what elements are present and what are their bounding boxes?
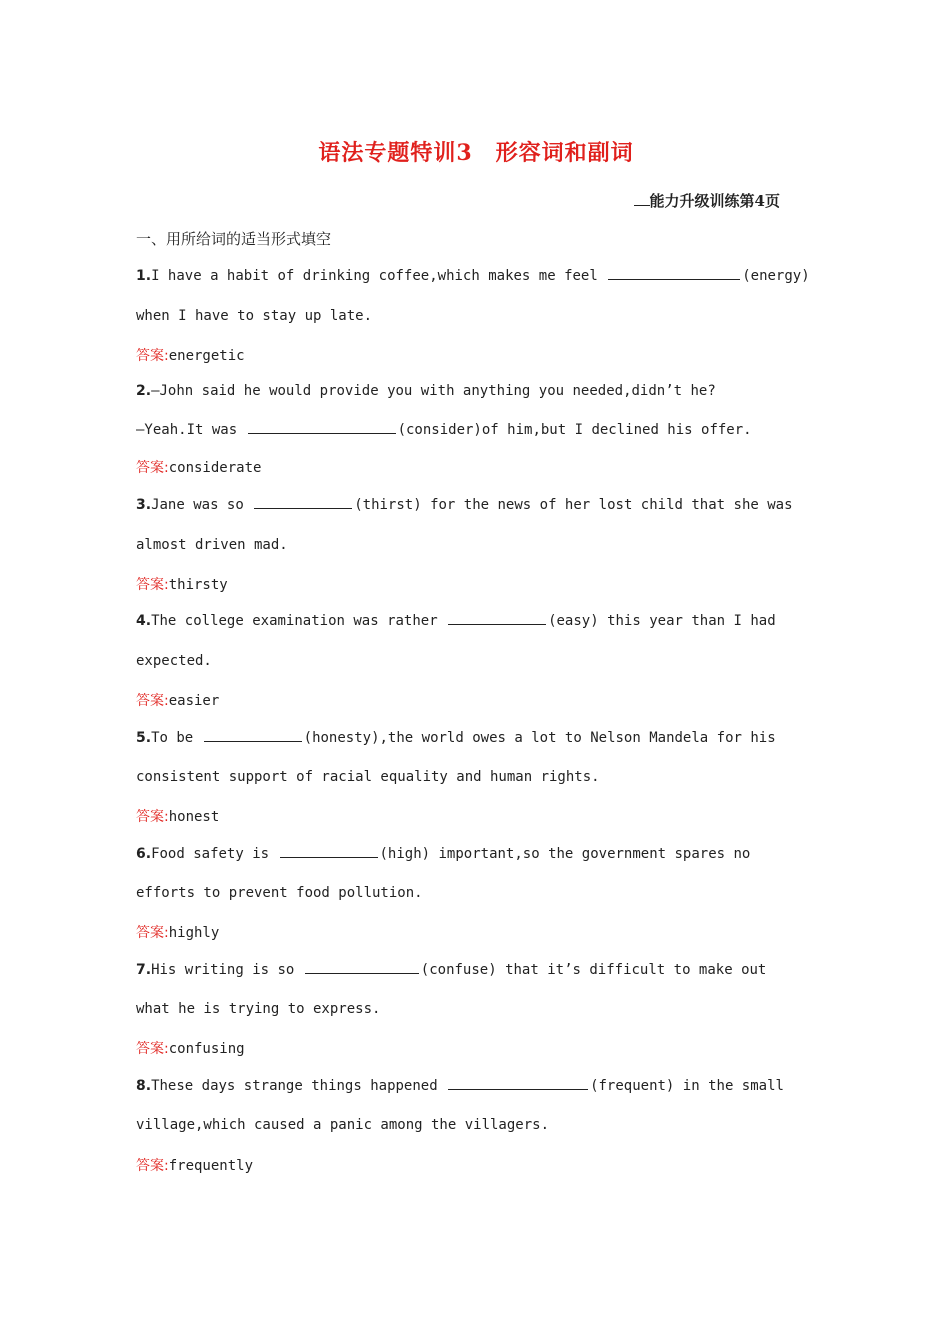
answer-text: highly <box>168 925 220 941</box>
answer-label: 答案: <box>136 577 169 593</box>
question-text: Jane was so <box>151 497 253 513</box>
answer-blank[interactable] <box>305 960 419 974</box>
page-subtitle <box>634 190 780 211</box>
answer-text: frequently <box>168 1158 254 1174</box>
answer-label: 答案: <box>136 809 169 825</box>
question-text: —John said he would provide you with anything you needed,didn’t he? <box>151 383 716 399</box>
question-number: 3. <box>136 497 152 513</box>
question-text: The college examination was rather <box>151 613 447 629</box>
question-8-line-2: village,which caused a panic among the villagers. <box>136 1117 550 1133</box>
question-text: (easy) this year than I had <box>548 613 776 629</box>
answer-text: thirsty <box>168 577 228 593</box>
question-5-line-2: consistent support of racial equality and human rights. <box>136 769 600 785</box>
question-number: 4. <box>136 613 152 629</box>
answer-label: 答案: <box>136 1041 169 1057</box>
question-text: Food safety is <box>151 846 278 862</box>
answer-label: 答案: <box>136 348 169 364</box>
question-2-line-1 <box>136 383 716 399</box>
question-text: (thirst) for the news of her lost child that she was <box>354 497 793 513</box>
answer-6 <box>136 922 219 942</box>
question-7-line-1 <box>136 960 766 978</box>
answer-text: easier <box>168 693 220 709</box>
subtitle-underline <box>634 191 650 206</box>
answer-label: 答案: <box>136 460 169 476</box>
answer-text: considerate <box>168 460 262 476</box>
answer-blank[interactable] <box>248 420 396 434</box>
question-1-line-1 <box>136 266 810 284</box>
answer-label: 答案: <box>136 925 169 941</box>
answer-text: confusing <box>168 1041 245 1057</box>
question-3-line-1 <box>136 495 793 513</box>
answer-blank[interactable] <box>448 611 546 625</box>
question-text: His writing is so <box>151 962 303 978</box>
answer-3 <box>136 574 228 594</box>
question-text: (high) important,so the government spares no <box>379 846 751 862</box>
question-number: 8. <box>136 1078 152 1094</box>
answer-7 <box>136 1038 245 1058</box>
question-3-line-2: almost driven mad. <box>136 537 288 553</box>
question-2-line-2 <box>136 420 752 438</box>
question-number: 6. <box>136 846 152 862</box>
question-6-line-2: efforts to prevent food pollution. <box>136 885 423 901</box>
subtitle-text: 能力升级训练第4页 <box>649 192 780 210</box>
answer-2 <box>136 457 261 477</box>
question-text: (confuse) that it’s difficult to make out <box>420 962 767 978</box>
answer-blank[interactable] <box>608 266 740 280</box>
question-text: (honesty),the world owes a lot to Nelson Mandela for his <box>303 730 776 746</box>
answer-blank[interactable] <box>448 1076 588 1090</box>
question-1-line-2: when I have to stay up late. <box>136 308 373 324</box>
section-heading: 一、用所给词的适当形式填空 <box>136 230 332 248</box>
question-text: —Yeah.It was <box>136 422 246 438</box>
answer-label: 答案: <box>136 693 169 709</box>
question-text: I have a habit of drinking coffee,which makes me feel <box>151 268 607 284</box>
answer-blank[interactable] <box>204 728 302 742</box>
answer-blank[interactable] <box>280 844 378 858</box>
question-number: 1. <box>136 268 152 284</box>
answer-5 <box>136 806 219 826</box>
answer-label: 答案: <box>136 1158 169 1174</box>
question-5-line-1 <box>136 728 776 746</box>
question-text: (consider)of him,but I declined his offer. <box>397 422 752 438</box>
question-6-line-1 <box>136 844 750 862</box>
answer-blank[interactable] <box>254 495 352 509</box>
page-title: 语法专题特训3 形容词和副词 <box>318 140 634 166</box>
question-number: 5. <box>136 730 152 746</box>
answer-text: energetic <box>168 348 245 364</box>
answer-1 <box>136 345 245 365</box>
question-number: 7. <box>136 962 152 978</box>
question-8-line-1 <box>136 1076 784 1094</box>
question-text: (frequent) in the small <box>590 1078 784 1094</box>
question-4-line-1 <box>136 611 776 629</box>
answer-text: honest <box>168 809 220 825</box>
question-text: These days strange things happened <box>151 1078 447 1094</box>
answer-8 <box>136 1155 253 1175</box>
question-text: To be <box>151 730 202 746</box>
question-7-line-2: what he is trying to express. <box>136 1001 381 1017</box>
question-4-line-2: expected. <box>136 653 212 669</box>
question-text: (energy) <box>742 268 810 284</box>
question-number: 2. <box>136 383 152 399</box>
answer-4 <box>136 690 219 710</box>
